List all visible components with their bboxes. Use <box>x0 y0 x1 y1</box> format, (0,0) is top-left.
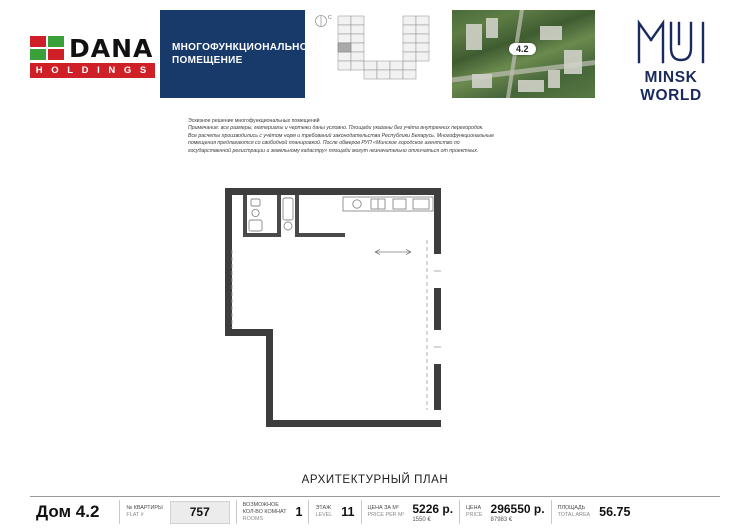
disclaimer-block <box>188 118 588 155</box>
document-header <box>0 0 750 110</box>
level-label: ЭТАЖ LEVEL <box>315 505 333 518</box>
multifunctional-space-label <box>160 10 315 98</box>
rooms-value: 1 <box>295 505 303 519</box>
rooms-cell <box>237 497 309 527</box>
area-value: 56.75 <box>599 505 631 519</box>
flat-number-value: 757 <box>170 501 230 524</box>
floor-plan-drawing <box>225 180 525 470</box>
dana-holdings-logo <box>30 36 155 76</box>
price-secondary: 87983 € <box>490 516 513 523</box>
flat-number-label: № КВАРТИРЫ FLAT # <box>126 505 163 518</box>
aerial-unit-badge: 4.2 <box>509 43 536 55</box>
level-cell <box>309 497 360 527</box>
disclaimer-line-1: Эскизное решение многофункциональных помещений <box>188 118 320 124</box>
rooms-label: ВОЗМОЖНОЕ КОЛ-ВО КОМНАТ ROOMS <box>242 501 287 522</box>
plan-title: АРХИТЕКТУРНЫЙ ПЛАН <box>301 474 449 486</box>
dana-holdings-subtitle: H O L D I N G S <box>30 63 155 78</box>
building-key-plan <box>310 10 445 98</box>
apartment-floor-plan <box>0 180 750 470</box>
area-cell <box>552 497 637 527</box>
price-cell <box>460 497 551 527</box>
disclaimer-line-5: государственной регистрации и земельному кадастру» площади могут незначительно отличаться от проектных. <box>188 147 479 154</box>
price-per-sqm-secondary: 1550 € <box>412 516 431 523</box>
price-per-sqm-label: ЦЕНА ЗА М² PRICE PER M² <box>367 505 405 518</box>
disclaimer-line-4: помещения предлагаются со свободной планировкой. После обмеров РУП «Минское городское агентство по <box>188 140 460 147</box>
minsk-world-mark-icon <box>634 18 708 64</box>
area-label: ПЛОЩАДЬ TOTAL AREA <box>557 505 591 518</box>
flat-number-cell <box>120 497 235 527</box>
minsk-world-logo <box>616 18 726 104</box>
svg-text:С: С <box>328 15 332 21</box>
minsk-world-wordmark: MINSK WORLD <box>640 69 702 104</box>
price-value: 296550 р. <box>490 501 545 516</box>
price-per-sqm-cell <box>362 497 460 527</box>
dana-wordmark: DANA <box>69 34 154 63</box>
specification-footer <box>30 496 720 527</box>
price-label: ЦЕНА PRICE <box>466 505 483 518</box>
multifunctional-space-text: МНОГОФУНКЦИОНАЛЬНОЕ ПОМЕЩЕНИЕ <box>172 42 315 66</box>
level-value: 11 <box>341 505 355 519</box>
aerial-site-photo <box>452 10 595 98</box>
house-cell <box>30 497 119 527</box>
disclaimer-line-2: Примечание: все размеры, материалы и чертежи даны условно. Площади указаны без учёта внутренних перегородок. <box>188 125 484 132</box>
dana-squares-icon <box>30 36 64 60</box>
price-per-sqm-value: 5226 р. <box>412 501 454 516</box>
house-label: Дом 4.2 <box>36 502 100 521</box>
disclaimer-line-3: Все расчеты производились с учётом норм и требований законодательства Республики Беларусь. Многофункциональные <box>188 132 494 139</box>
